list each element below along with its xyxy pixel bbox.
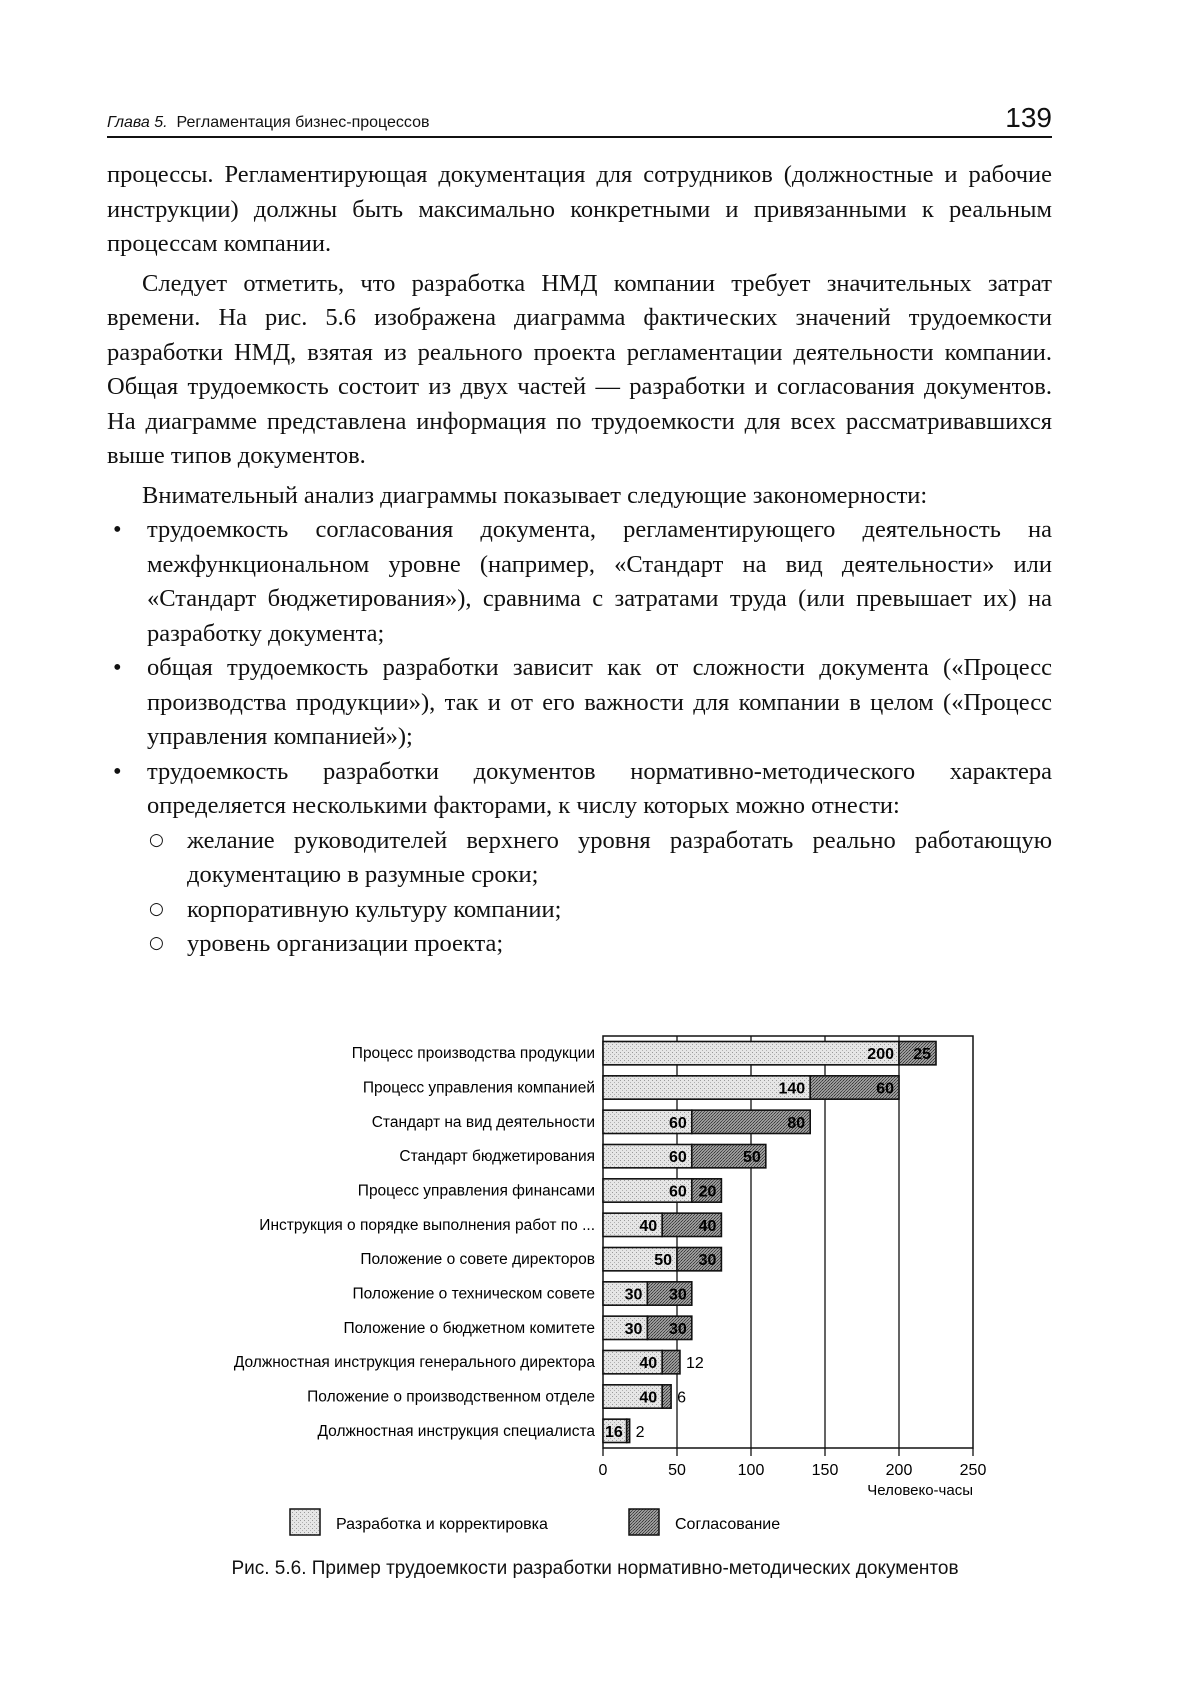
bullet-list [107,513,1052,824]
legend-label: Разработка и корректировка [336,1516,548,1533]
x-tick-label: 50 [668,1462,686,1479]
figure-caption: Рис. 5.6. Пример трудоемкости разработки нормативно-методических документов [231,1558,959,1579]
sub-list-item [147,927,1052,962]
data-label: 40 [698,1217,717,1235]
bar-segment-approval [662,1385,671,1408]
bullet-icon: • [113,654,122,681]
sub-list-item-text: корпоративную культуру компании; [187,895,562,923]
category-labels [234,1045,596,1440]
paragraph: процессы. Регламентирующая документация для сотрудников (должностные и рабочие инструкции) должны быть максимально конкретными и привязанными к реальным процессам компании. [107,161,1052,257]
circle-bullet-icon: ○ [149,829,164,850]
category-label: Процесс управления финансами [357,1182,595,1200]
category-label: Положение о производственном отделе [307,1388,595,1406]
data-label: 200 [867,1046,894,1064]
list-item-text: трудоемкость согласования документа, регламентирующего деятельность на межфункциональном уровне (например, «Стандарт на вид деятельности» или «Стандарт бюджетирования»), сравнима с затратами труда (или превышает их) на разработку документа; [147,516,1052,647]
data-label: 16 [605,1423,623,1441]
x-tick-label: 150 [811,1462,839,1479]
sub-list-item-text: желание руководителей верхнего уровня разработать реально работающую документацию в разумные сроки; [187,826,1052,888]
data-label: 80 [787,1114,806,1132]
data-label: 40 [639,1389,658,1407]
category-label: Процесс производства продукции [351,1045,595,1063]
list-item [107,513,1052,651]
category-label: Должностная инструкция специалиста [317,1422,595,1440]
chapter-title: Регламентация бизнес-процессов [176,114,430,131]
category-label: Инструкция о порядке выполнения работ по ... [259,1216,595,1234]
data-label: 30 [698,1252,717,1270]
data-label: 2 [635,1423,645,1441]
data-label: 12 [685,1355,704,1373]
paragraph: Внимательный анализ диаграммы показывает следующие закономерности: [142,481,928,509]
category-label: Положение о совете директоров [360,1251,595,1269]
x-tick-label: 100 [737,1462,765,1479]
data-label: 30 [624,1286,643,1304]
circle-bullet-icon: ○ [149,898,164,919]
chapter-heading [107,114,430,132]
bar-segment-development [603,1041,899,1064]
running-header [107,102,1052,138]
category-label: Положение о техническом совете [352,1285,595,1303]
data-label: 30 [624,1320,643,1338]
category-label: Должностная инструкция генерального директора [233,1354,595,1372]
data-label: 40 [639,1355,658,1373]
x-tick-label: 250 [959,1462,987,1479]
category-label: Стандарт бюджетирования [399,1148,595,1166]
bar-segment-approval [627,1419,630,1442]
sub-list-item [147,893,1052,928]
data-label: 50 [654,1252,672,1270]
circle-bullet-icon: ○ [149,933,164,953]
data-label: 30 [669,1320,687,1338]
data-label: 140 [778,1080,806,1098]
paragraph: Следует отметить, что разработка НМД компании требует значительных затрат времени. На рис. 5.6 изображена диаграмма фактических значений трудоемкости разработки НМД, взятая из реального проекта регламентации деятельности компании. Общая трудоемкость состоит из двух частей — разработки и согласования документов. На диаграмме представлена информация по трудоемкости для всех рассматривавшихся выше типов документов. [107,269,1052,469]
list-item-text: общая трудоемкость разработки зависит как от сложности документа («Процесс производства продукции»), так и от его важности для компании в целом («Процесс управления компанией»); [147,654,1052,750]
stacked-bar-chart [0,1020,1190,1560]
body-text [107,158,1052,962]
sub-bullet-list [107,824,1052,962]
chapter-label: Глава 5. [107,114,168,131]
data-label: 40 [639,1217,658,1235]
x-axis-label: Человеко-часы [867,1482,973,1499]
data-label: 20 [698,1183,717,1201]
list-item [107,651,1052,755]
category-label: Процесс управления компанией [362,1079,595,1097]
bullet-icon: • [113,757,122,785]
data-label: 30 [669,1286,687,1304]
sub-list-item-text: уровень организации проекта; [187,930,504,957]
category-label: Положение о бюджетном комитете [343,1319,595,1337]
bars [603,1041,936,1442]
bullet-icon: • [113,516,122,543]
data-label: 6 [677,1389,686,1407]
data-label: 60 [876,1080,894,1098]
legend-label: Согласование [675,1516,781,1533]
list-item [107,755,1052,824]
x-axis [599,1448,987,1479]
x-tick-label: 0 [598,1462,608,1479]
legend-swatch-approval [629,1509,659,1535]
legend-swatch-development [290,1509,320,1535]
x-tick-label: 200 [885,1462,913,1479]
category-label: Стандарт на вид деятельности [371,1113,595,1131]
figure [0,1020,1190,1620]
data-label: 60 [669,1149,687,1167]
data-label: 25 [913,1046,931,1064]
data-label: 60 [669,1183,687,1201]
bar-segment-approval [662,1350,680,1373]
data-label: 50 [743,1149,761,1167]
sub-list-item [147,824,1052,893]
data-label: 60 [669,1114,687,1132]
list-item-text: трудоемкость разработки документов нормативно-методического характера определяется несколькими факторами, к числу которых можно отнести: [147,757,1052,819]
page-number: 139 [1005,102,1052,133]
legend [290,1509,780,1535]
